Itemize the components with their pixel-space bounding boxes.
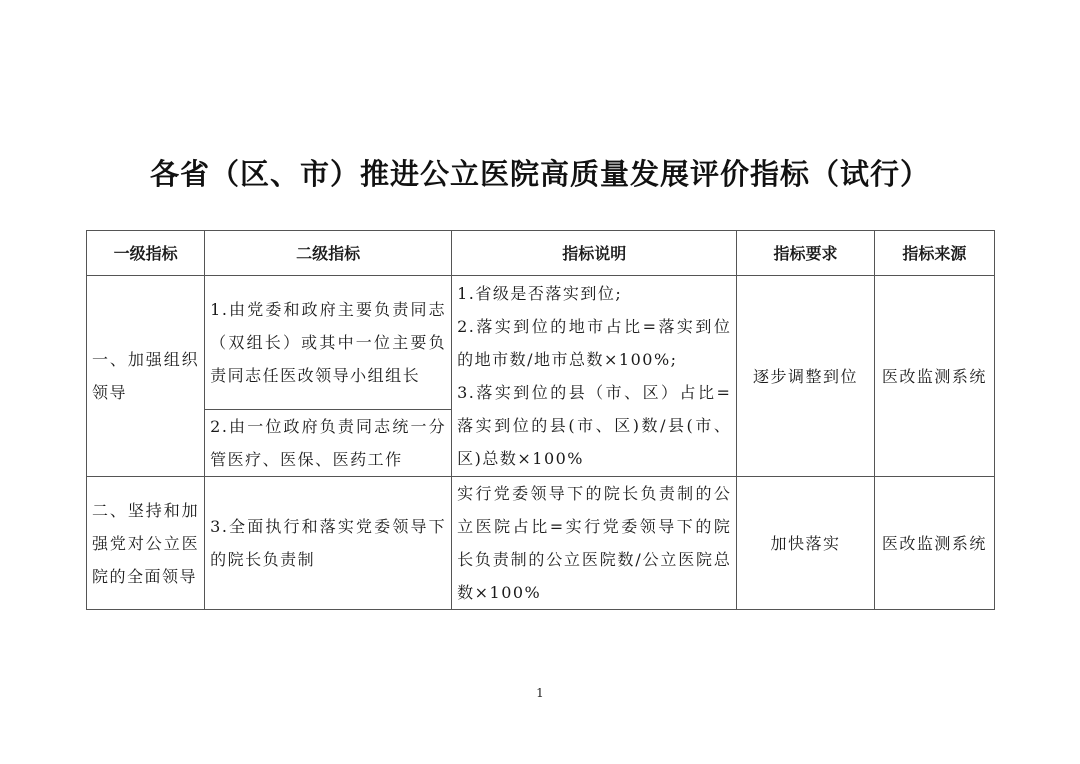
row1-level2-item2: 2.由一位政府负责同志统一分管医疗、医保、医药工作 — [205, 410, 452, 477]
header-requirement: 指标要求 — [737, 231, 874, 276]
header-level1: 一级指标 — [87, 231, 205, 276]
document-title: 各省（区、市）推进公立医院高质量发展评价指标（试行） — [149, 157, 930, 191]
header-level2: 二级指标 — [205, 231, 452, 276]
row1-source-cell: 医改监测系统 — [874, 276, 994, 477]
row2-description-cell: 实行党委领导下的院长负责制的公立医院占比=实行党委领导下的院长负责制的公立医院数/公立医院总数×100% — [452, 477, 737, 610]
row2-level1-cell: 二、坚持和加强党对公立医院的全面领导 — [87, 477, 205, 610]
row1-description-cell — [452, 276, 737, 477]
row1-description-line1: 1.省级是否落实到位; — [457, 284, 623, 303]
header-description: 指标说明 — [452, 231, 737, 276]
page-number: 1 — [536, 686, 544, 700]
header-source: 指标来源 — [874, 231, 994, 276]
table-row — [87, 276, 995, 410]
row2-requirement-cell: 加快落实 — [737, 477, 874, 610]
row1-level1-cell: 一、加强组织领导 — [87, 276, 205, 477]
row1-level2-item1: 1.由党委和政府主要负责同志（双组长）或其中一位主要负责同志任医改领导小组组长 — [205, 276, 452, 410]
row1-requirement-cell: 逐步调整到位 — [737, 276, 874, 477]
row2-level2-cell: 3.全面执行和落实党委领导下的院长负责制 — [205, 477, 452, 610]
table-header-row — [87, 231, 995, 276]
row1-description-line3: 3.落实到位的县（市、区）占比=落实到位的县(市、区)数/县(市、区)总数×100% — [457, 383, 732, 468]
table-row — [87, 477, 995, 610]
indicator-table — [86, 230, 995, 610]
row2-source-cell: 医改监测系统 — [874, 477, 994, 610]
row1-description-line2: 2.落实到位的地市占比=落实到位的地市数/地市总数×100%; — [457, 317, 732, 369]
